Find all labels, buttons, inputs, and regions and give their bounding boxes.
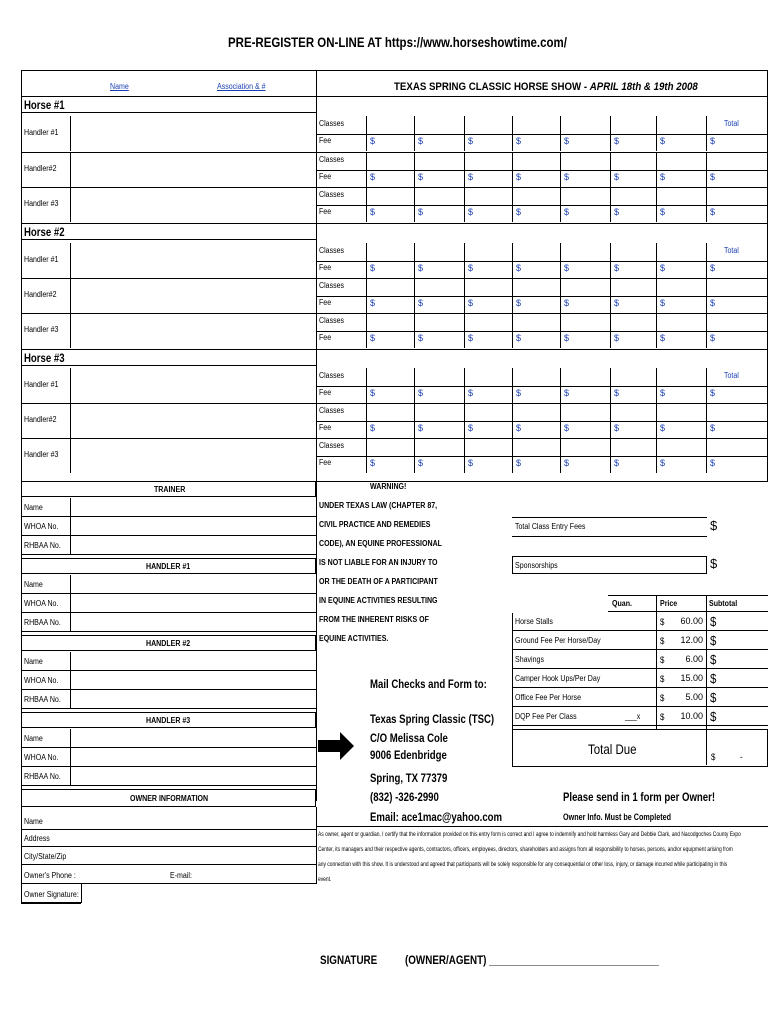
subtotal-field[interactable]: $ xyxy=(710,633,717,648)
subtotal-field[interactable]: $ xyxy=(710,690,717,705)
fee-item-label: Shavings xyxy=(515,655,544,664)
owner-field-input[interactable] xyxy=(80,847,310,863)
owner-field-input[interactable] xyxy=(80,866,310,882)
total-due-value: - xyxy=(740,752,743,762)
handler-name-field[interactable] xyxy=(71,439,315,472)
address-line: (832) -326-2990 xyxy=(370,790,439,804)
address-line: 9006 Edenbridge xyxy=(370,748,447,762)
total-label: Total xyxy=(724,119,739,128)
send-note: Please send in 1 form per Owner! xyxy=(563,790,716,804)
warning-line: WARNING! xyxy=(370,482,407,491)
handler-name-field[interactable] xyxy=(71,369,315,402)
fee-amount-field[interactable]: $ xyxy=(564,458,570,468)
section-title: TRAINER xyxy=(154,485,186,494)
classes-label: Classes xyxy=(319,371,345,380)
fee-amount-field[interactable]: $ xyxy=(418,458,424,468)
field-input[interactable] xyxy=(71,690,315,708)
fee-amount-field[interactable]: $ xyxy=(418,388,424,398)
fee-amount-field[interactable]: $ xyxy=(614,298,620,308)
fee-amount-field[interactable]: $ xyxy=(418,298,424,308)
warning-line: IS NOT LIABLE FOR AN INJURY TO xyxy=(319,558,438,567)
field-label: WHOA No. xyxy=(24,753,59,762)
fee-amount-field[interactable]: $ xyxy=(516,263,522,273)
field-input[interactable] xyxy=(71,767,315,785)
handler-label: Handler #3 xyxy=(24,450,59,459)
quan-field[interactable] xyxy=(610,689,654,705)
owner-field-input[interactable] xyxy=(80,885,310,901)
field-input[interactable] xyxy=(71,575,315,593)
fee-amount-field[interactable]: $ xyxy=(564,263,570,273)
fee-amount-field[interactable]: $ xyxy=(564,136,570,146)
fee-amount-field[interactable]: $ xyxy=(370,207,376,217)
handler-label: Handler#2 xyxy=(24,290,57,299)
fee-amount-field[interactable]: $ xyxy=(468,172,474,182)
fee-amount-field[interactable]: $ xyxy=(468,458,474,468)
fee-amount-field[interactable]: $ xyxy=(418,136,424,146)
field-label: Name xyxy=(24,580,43,589)
field-input[interactable] xyxy=(71,536,315,554)
fee-amount-field[interactable]: $ xyxy=(468,423,474,433)
fee-amount-field[interactable]: $ xyxy=(660,263,666,273)
fee-amount-field[interactable]: $ xyxy=(370,333,376,343)
field-label: RHBAA No. xyxy=(24,695,61,704)
fee-item-label: Camper Hook Ups/Per Day xyxy=(515,674,601,683)
fee-amount-field[interactable]: $ xyxy=(710,388,716,398)
classes-label: Classes xyxy=(319,119,345,128)
fee-amount-field[interactable]: $ xyxy=(614,458,620,468)
subtotal-field[interactable]: $ xyxy=(710,652,717,667)
field-label: WHOA No. xyxy=(24,522,59,531)
fee-amount-field[interactable]: $ xyxy=(418,263,424,273)
fee-amount-field[interactable]: $ xyxy=(614,172,620,182)
owner-agent-line[interactable]: (OWNER/AGENT) _______________________________ xyxy=(405,953,659,967)
price-value: 15.00 xyxy=(680,673,703,683)
fee-amount-field[interactable]: $ xyxy=(516,458,522,468)
price-dollar: $ xyxy=(660,655,665,665)
field-input[interactable] xyxy=(71,671,315,689)
total-label: Total xyxy=(724,246,739,255)
fee-label: Fee xyxy=(319,207,332,216)
fee-amount-field[interactable]: $ xyxy=(468,388,474,398)
field-input[interactable] xyxy=(71,613,315,631)
email-label: E-mail: xyxy=(170,871,192,880)
handler-name-field[interactable] xyxy=(71,404,315,437)
fee-amount-field[interactable]: $ xyxy=(370,458,376,468)
show-title: TEXAS SPRING CLASSIC HORSE SHOW - APRIL 18th & 19th 2008 xyxy=(394,81,698,93)
fee-amount-field[interactable]: $ xyxy=(516,388,522,398)
fee-item-label: Horse Stalls xyxy=(515,617,553,626)
fee-amount-field[interactable]: $ xyxy=(516,172,522,182)
owner-field-label: Name xyxy=(24,817,43,826)
warning-line: FROM THE INHERENT RISKS OF xyxy=(319,615,429,624)
fee-amount-field[interactable]: $ xyxy=(418,423,424,433)
address-line: Spring, TX 77379 xyxy=(370,771,448,785)
owner-must-note: Owner Info. Must be Completed xyxy=(563,812,672,822)
section-title: HANDLER #1 xyxy=(146,562,191,571)
price-value: 5.00 xyxy=(685,692,703,702)
field-input[interactable] xyxy=(71,594,315,612)
fee-amount-field[interactable]: $ xyxy=(614,388,620,398)
classes-label: Classes xyxy=(319,155,345,164)
fee-label: Fee xyxy=(319,136,332,145)
field-input[interactable] xyxy=(71,729,315,747)
price-value: 60.00 xyxy=(680,616,703,626)
fee-amount-field[interactable]: $ xyxy=(660,388,666,398)
subtotal-field[interactable]: $ xyxy=(710,709,717,724)
legal-line: Center, its managers and their respective agents, contractors, officers, employees, directors, shareholders and assigns from all responsibility to horses, persons, and/or equipment arising from xyxy=(318,846,733,853)
fee-amount-field[interactable]: $ xyxy=(710,172,716,182)
fee-amount-field[interactable]: $ xyxy=(710,458,716,468)
warning-line: EQUINE ACTIVITIES. xyxy=(319,634,389,643)
total-due-label: Total Due xyxy=(588,741,637,757)
classes-label: Classes xyxy=(319,190,345,199)
fee-amount-field[interactable]: $ xyxy=(614,207,620,217)
fee-amount-field[interactable]: $ xyxy=(660,172,666,182)
price-value: 6.00 xyxy=(685,654,703,664)
classes-label: Classes xyxy=(319,441,345,450)
fee-amount-field[interactable]: $ xyxy=(710,263,716,273)
fee-label: Fee xyxy=(319,423,332,432)
warning-line: UNDER TEXAS LAW (CHAPTER 87, xyxy=(319,501,438,510)
price-dollar: $ xyxy=(660,674,665,684)
handler-name-field[interactable] xyxy=(71,314,315,347)
total-class-entry-value[interactable]: $ xyxy=(710,518,718,533)
owner-field-input[interactable] xyxy=(80,829,310,845)
page-title: PRE-REGISTER ON-LINE AT https://www.horseshowtime.com/ xyxy=(228,34,567,50)
handler-name-field[interactable] xyxy=(71,244,315,277)
handler-label: Handler #3 xyxy=(24,325,59,334)
fee-amount-field[interactable]: $ xyxy=(564,172,570,182)
fee-amount-field[interactable]: $ xyxy=(564,423,570,433)
price-dollar: $ xyxy=(660,617,665,627)
subtotal-header: Subtotal xyxy=(709,599,738,608)
horse-label: Horse #2 xyxy=(24,225,65,239)
fee-amount-field[interactable]: $ xyxy=(660,136,666,146)
field-label: WHOA No. xyxy=(24,599,59,608)
field-label: RHBAA No. xyxy=(24,618,61,627)
fee-amount-field[interactable]: $ xyxy=(370,388,376,398)
subtotal-field[interactable]: $ xyxy=(710,614,717,629)
legal-line: any connection with this show. It is understood and agreed that participants will be solely responsible for any consequential or other loss, injury, or damage incurred while participating in this xyxy=(318,861,728,868)
owner-field-label: Address xyxy=(24,834,50,843)
fee-label: Fee xyxy=(319,333,332,342)
fee-item-label: DQP Fee Per Class xyxy=(515,712,577,721)
fee-item-label: Office Fee Per Horse xyxy=(515,693,581,702)
handler-label: Handler #1 xyxy=(24,128,59,137)
fee-amount-field[interactable]: $ xyxy=(614,423,620,433)
fee-amount-field[interactable]: $ xyxy=(370,136,376,146)
fee-amount-field[interactable]: $ xyxy=(614,333,620,343)
field-label: Name xyxy=(24,657,43,666)
mail-title: Mail Checks and Form to: xyxy=(370,677,487,691)
price-dollar: $ xyxy=(660,693,665,703)
fee-amount-field[interactable]: $ xyxy=(516,298,522,308)
fee-amount-field[interactable]: $ xyxy=(564,333,570,343)
handler-label: Handler #1 xyxy=(24,255,59,264)
handler-name-field[interactable] xyxy=(71,279,315,312)
fee-amount-field[interactable]: $ xyxy=(564,298,570,308)
association-header: Association & # xyxy=(217,82,266,91)
fee-label: Fee xyxy=(319,298,332,307)
fee-amount-field[interactable]: $ xyxy=(614,136,620,146)
handler-name-field[interactable] xyxy=(71,153,315,186)
section-title: HANDLER #3 xyxy=(146,716,191,725)
horse-label: Horse #3 xyxy=(24,351,65,365)
fee-amount-field[interactable]: $ xyxy=(564,388,570,398)
fee-amount-field[interactable]: $ xyxy=(418,333,424,343)
fee-item-label: Ground Fee Per Horse/Day xyxy=(515,636,601,645)
handler-name-field[interactable] xyxy=(71,117,315,150)
quan-field[interactable] xyxy=(610,613,654,629)
fee-amount-field[interactable]: $ xyxy=(370,263,376,273)
total-due-dollar: $ xyxy=(711,752,716,762)
owner-field-input[interactable] xyxy=(80,812,310,828)
price-header: Price xyxy=(660,599,678,608)
fee-amount-field[interactable]: $ xyxy=(516,423,522,433)
fee-amount-field[interactable]: $ xyxy=(418,172,424,182)
owner-field-label: Owner's Phone : xyxy=(24,871,76,880)
handler-label: Handler #3 xyxy=(24,199,59,208)
fee-amount-field[interactable]: $ xyxy=(418,207,424,217)
fee-label: Fee xyxy=(319,263,332,272)
signature-label: SIGNATURE xyxy=(320,953,378,967)
legal-line: As owner, agent or guardian, I certify that the information provided on this entry form is correct and I agree to indemnify and hold harmless Gary and Debbie Clark, and Nacodgoches County Expo xyxy=(318,831,741,838)
quan-field[interactable] xyxy=(610,670,654,686)
warning-line: OR THE DEATH OF A PARTICIPANT xyxy=(319,577,438,586)
field-label: RHBAA No. xyxy=(24,541,61,550)
fee-amount-field[interactable]: $ xyxy=(660,333,666,343)
fee-amount-field[interactable]: $ xyxy=(516,333,522,343)
warning-line: CIVIL PRACTICE AND REMEDIES xyxy=(319,520,431,529)
fee-amount-field[interactable]: $ xyxy=(660,423,666,433)
fee-label: Fee xyxy=(319,172,332,181)
field-input[interactable] xyxy=(71,652,315,670)
classes-label: Classes xyxy=(319,316,345,325)
field-input[interactable] xyxy=(71,748,315,766)
fee-amount-field[interactable]: $ xyxy=(468,298,474,308)
owner-field-label: City/State/Zip xyxy=(24,852,67,861)
classes-label: Classes xyxy=(319,246,345,255)
fee-amount-field[interactable]: $ xyxy=(710,298,716,308)
quan-field[interactable] xyxy=(610,651,654,667)
fee-amount-field[interactable]: $ xyxy=(468,333,474,343)
fee-amount-field[interactable]: $ xyxy=(370,298,376,308)
address-line: Email: ace1mac@yahoo.com xyxy=(370,810,503,824)
fee-amount-field[interactable]: $ xyxy=(468,136,474,146)
warning-line: CODE), AN EQUINE PROFESSIONAL xyxy=(319,539,442,548)
quan-header: Quan. xyxy=(612,599,632,608)
name-header: Name xyxy=(110,82,129,91)
total-label: Total xyxy=(724,371,739,380)
field-input[interactable] xyxy=(71,498,315,516)
field-label: WHOA No. xyxy=(24,676,59,685)
fee-amount-field[interactable]: $ xyxy=(564,207,570,217)
section-title: HANDLER #2 xyxy=(146,639,191,648)
fee-amount-field[interactable]: $ xyxy=(516,136,522,146)
address-line: C/O Melissa Cole xyxy=(370,731,448,745)
price-dollar: $ xyxy=(660,636,665,646)
price-value: 10.00 xyxy=(680,711,703,721)
legal-line: event. xyxy=(318,876,332,883)
fee-amount-field[interactable]: $ xyxy=(710,423,716,433)
handler-label: Handler#2 xyxy=(24,164,57,173)
fee-amount-field[interactable]: $ xyxy=(516,207,522,217)
fee-label: Fee xyxy=(319,388,332,397)
arrow-right-icon xyxy=(318,731,355,761)
address-line: Texas Spring Classic (TSC) xyxy=(370,712,495,726)
classes-label: Classes xyxy=(319,406,345,415)
price-value: 12.00 xyxy=(680,635,703,645)
horse-label: Horse #1 xyxy=(24,98,65,112)
fee-amount-field[interactable]: $ xyxy=(614,263,620,273)
warning-line: IN EQUINE ACTIVITIES RESULTING xyxy=(319,596,438,605)
fee-amount-field[interactable]: $ xyxy=(660,298,666,308)
classes-label: Classes xyxy=(319,281,345,290)
subtotal-field[interactable]: $ xyxy=(710,671,717,686)
quan-field[interactable]: ___x xyxy=(625,712,641,721)
owner-info-title: OWNER INFORMATION xyxy=(130,794,209,803)
field-label: Name xyxy=(24,503,43,512)
owner-field-label: Owner Signature: xyxy=(24,890,79,899)
field-label: RHBAA No. xyxy=(24,772,61,781)
fee-amount-field[interactable]: $ xyxy=(710,207,716,217)
handler-label: Handler#2 xyxy=(24,415,57,424)
handler-label: Handler #1 xyxy=(24,380,59,389)
fee-amount-field[interactable]: $ xyxy=(660,207,666,217)
fee-amount-field[interactable]: $ xyxy=(468,207,474,217)
total-class-entry-label: Total Class Entry Fees xyxy=(515,522,586,531)
fee-amount-field[interactable]: $ xyxy=(710,333,716,343)
fee-amount-field[interactable]: $ xyxy=(370,423,376,433)
handler-name-field[interactable] xyxy=(71,188,315,221)
fee-amount-field[interactable]: $ xyxy=(468,263,474,273)
fee-amount-field[interactable]: $ xyxy=(660,458,666,468)
field-label: Name xyxy=(24,734,43,743)
sponsorships-value[interactable]: $ xyxy=(710,556,718,571)
field-input[interactable] xyxy=(71,517,315,535)
sponsorships-label: Sponsorships xyxy=(515,561,558,570)
fee-amount-field[interactable]: $ xyxy=(710,136,716,146)
quan-field[interactable] xyxy=(610,632,654,648)
price-dollar: $ xyxy=(660,712,665,722)
fee-amount-field[interactable]: $ xyxy=(370,172,376,182)
fee-label: Fee xyxy=(319,458,332,467)
